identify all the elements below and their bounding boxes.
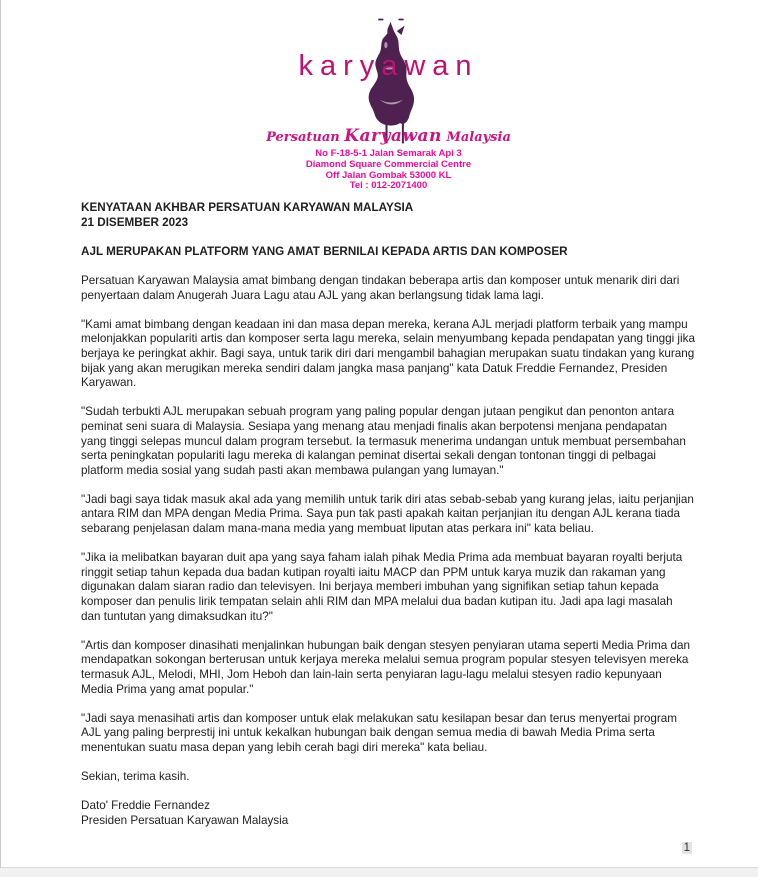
paragraph-2: "Kami amat bimbang dengan keadaan ini dan masa depan mereka, kerana AJL merjadi platform terbaik yang mampu melonjakkan populariti artis dan komposer serta lagu mereka, selain menyumbang kepada pendapatan yang tinggi jika berjaya ke peringkat akhir. Bagi saya, untuk tarik diri dari mengambil bahagian merupakan suatu tindakan yang kurang bijak yang akan merugikan mereka sendiri dalam jangka masa panjang" kata Datuk Freddie Fernandez, Presiden Karyawan. <box>81 317 695 390</box>
signature-title: Presiden Persatuan Karyawan Malaysia <box>81 813 289 827</box>
address-line-3: Off Jalan Gombak 53000 KL <box>325 169 452 181</box>
org-name-suffix: Malaysia <box>446 130 511 145</box>
logo-wordmark: karyawan <box>298 50 479 82</box>
heading-line-1: KENYATAAN AKHBAR PERSATUAN KARYAWAN MALAYSIA <box>81 201 414 214</box>
paragraph-1: Persatuan Karyawan Malaysia amat bimbang dengan tindakan beberapa artis dan komposer untuk menarik diri dari penyertaan dalam Anugerah Juara Lagu atau AJL yang akan berlangsung tidak lama lagi. <box>81 273 680 302</box>
org-address <box>10 149 758 192</box>
signature-name: Dato' Freddie Fernandez <box>81 799 210 813</box>
paragraph-4: "Jadi bagi saya tidak masuk akal ada yang memilih untuk tarik diri atas sebab-sebab yang kurang jelas, iaitu perjanjian antara RIM dan MPA dengan Media Prima. Saya pun tak pasti apakah kaitan perjanjian itu dengan AJL kerana tiada sebarang penjelasan dalam mana-mana media yang membuat liputan atas perkara ini" kata beliau. <box>81 492 694 536</box>
press-release-heading <box>81 201 695 230</box>
karyawan-logo <box>10 0 758 126</box>
paragraph-3: "Sudah terbukti AJL merupakan sebuah program yang paling popular dengan jutaan pengikut dan penonton antara peminat seni suara di Malaysia. Sesiapa yang menang atau menjadi finalis akan berpotensi menjana pendapatan yang tinggi selepas muncul dalam program tersebut. Ia termasuk menerima undangan untuk membuat persembahan serta peningkatan populariti lagu mereka di kalangan peminat disertai sekali dengan tontonan tinggi di pelbagai platform media sosial yang sudah pasti akan membawa pulangan yang lumayan." <box>81 405 686 477</box>
paragraph-7: "Jadi saya menasihati artis dan komposer untuk elak melakukan satu kesilapan besar dan terus menyertai program AJL yang paling berprestij ini untuk kekalkan hubungan baik dengan semua media di bawah Media Prima serta menentukan suatu masa depan yang lebih cerah bagi diri mereka" kata beliau. <box>81 711 677 754</box>
closing-line: Sekian, terima kasih. <box>81 770 190 784</box>
letterhead <box>10 0 758 200</box>
heading-line-2: 21 DISEMBER 2023 <box>81 215 189 229</box>
address-line-1: No F-18-5-1 Jalan Semarak Api 3 <box>315 148 462 159</box>
org-name-prefix: Persatuan <box>266 130 340 145</box>
address-line-2: Diamond Square Commercial Centre <box>305 158 472 170</box>
press-release-title: AJL MERUPAKAN PLATFORM YANG AMAT BERNILAI KEPADA ARTIS DAN KOMPOSER <box>81 244 568 258</box>
org-name-main: Karyawan <box>344 126 442 146</box>
page-number: 1 <box>683 842 690 854</box>
paragraph-5: "Jika ia melibatkan bayaran duit apa yang saya faham ialah pihak Media Prima ada membuat bayaran royalti berjuta ringgit setiap tahun kepada dua badan kutipan royalti iaitu MACP dan PPM untuk karya muzik dan rakaman yang digunakan dalam siaran radio dan televisyen. Ini berjaya memberi imbuhan yang signifikan setiap tahun kepada komposer dan penulis lirik tempatan selain ahli RIM dan MPA melalui dua badan kutipan itu. Jadi apa lagi masalah dan tuntutan yang dimaksudkan itu?" <box>81 551 683 623</box>
press-release-body <box>81 201 695 829</box>
paragraph-6: "Artis dan komposer dinasihati menjalinkan hubungan baik dengan stesyen penyiaran utama seperti Media Prima dan mendapatkan sokongan berterusan untuk kerjaya mereka melalui semua program popular stesyen televisyen mereka termasuk AJL, Melodi, MHI, Jom Heboh dan lain-lain serta penyiaran lagu-lagu melalui stesyen radio kepunyaan Media Prima yang amat popular." <box>81 638 691 696</box>
address-line-4: Tel : 012-2071400 <box>349 180 428 192</box>
org-name <box>10 126 758 146</box>
